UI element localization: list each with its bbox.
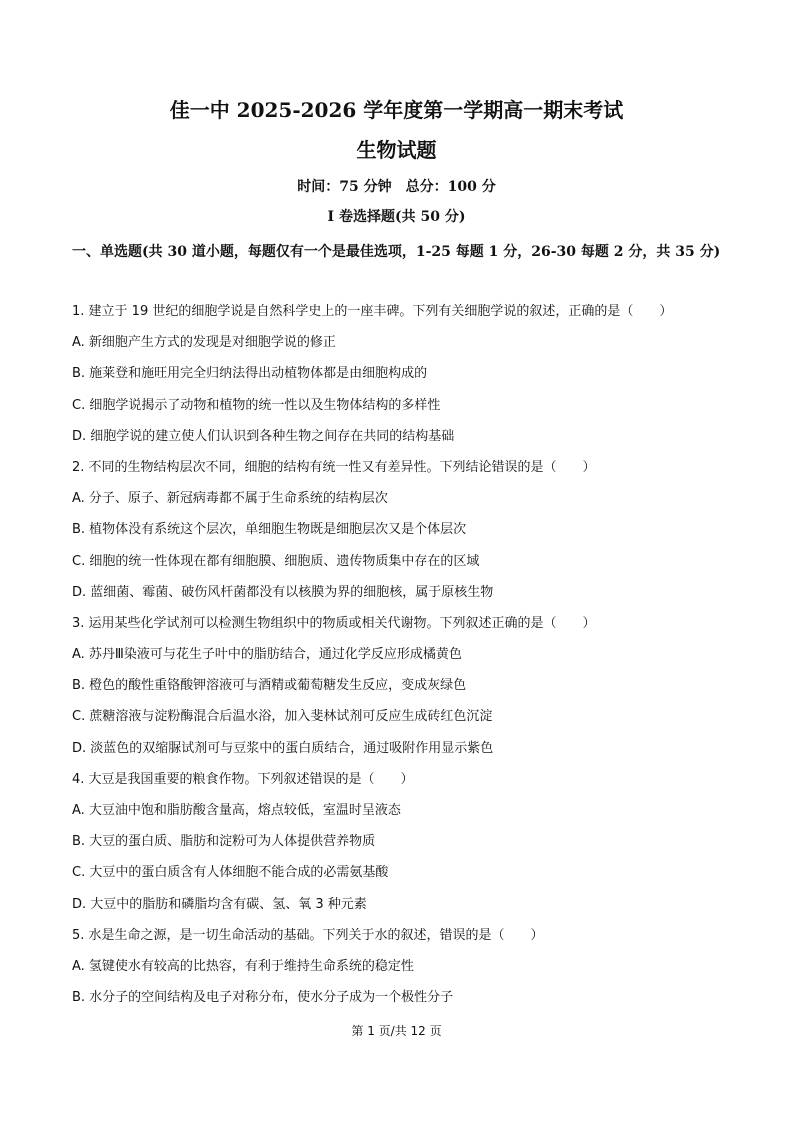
option-line: C. 蔗糖溶液与淀粉酶混合后温水浴，加入斐林试剂可反应生成砖红色沉淀: [72, 709, 493, 725]
option-line: A. 氢键使水有较高的比热容，有利于维持生命系统的稳定性: [72, 958, 414, 974]
part-title: 一、单选题(共 30 道小题，每题仅有一个是最佳选项，1-25 每题 1 分，26-30 每题 2 分，共 35 分): [72, 244, 721, 260]
exam-time: 时间：75 分钟: [297, 179, 392, 195]
exam-score: 总分：100 分: [405, 179, 496, 195]
section-title: I 卷选择题(共 50 分): [327, 209, 466, 225]
option-line: D. 细胞学说的建立使人们认识到各种生物之间存在共同的结构基础: [72, 428, 455, 444]
option-line: D. 大豆中的脂肪和磷脂均含有碳、氢、氧 3 种元素: [72, 896, 367, 912]
exam-title: 佳一中 2025-2026 学年度第一学期高一期末考试: [169, 98, 624, 122]
option-line: C. 细胞学说揭示了动物和植物的统一性以及生物体结构的多样性: [72, 397, 441, 413]
question-line: 5. 水是生命之源，是一切生命活动的基础。下列关于水的叙述，错误的是（ ）: [72, 927, 544, 943]
question-line: 4. 大豆是我国重要的粮食作物。下列叙述错误的是（ ）: [72, 771, 414, 787]
option-line: D. 蓝细菌、霉菌、破伤风杆菌都没有以核膜为界的细胞核，属于原核生物: [72, 584, 494, 600]
page-number: 第 1 页/共 12 页: [351, 1024, 442, 1038]
option-line: B. 大豆的蛋白质、脂肪和淀粉可为人体提供营养物质: [72, 834, 376, 850]
option-line: B. 水分子的空间结构及电子对称分布，使水分子成为一个极性分子: [72, 990, 454, 1006]
option-line: B. 施莱登和施旺用完全归纳法得出动植物体都是由细胞构成的: [72, 366, 428, 382]
exam-info: [0, 177, 793, 197]
question-line: 3. 运用某些化学试剂可以检测生物组织中的物质或相关代谢物。下列叙述正确的是（ ）: [72, 615, 596, 631]
option-line: A. 苏丹Ⅲ染液可与花生子叶中的脂肪结合，通过化学反应形成橘黄色: [72, 647, 462, 663]
subject-title: 生物试题: [356, 138, 437, 162]
option-line: B. 橙色的酸性重铬酸钾溶液可与酒精或葡萄糖发生反应，变成灰绿色: [72, 678, 467, 694]
option-line: B. 植物体没有系统这个层次，单细胞生物既是细胞层次又是个体层次: [72, 522, 467, 538]
option-line: C. 大豆中的蛋白质含有人体细胞不能合成的必需氨基酸: [72, 865, 389, 881]
question-line: 2. 不同的生物结构层次不同，细胞的结构有统一性又有差异性。下列结论错误的是（ ）: [72, 459, 596, 475]
option-line: A. 大豆油中饱和脂肪酸含量高，熔点较低，室温时呈液态: [72, 803, 401, 818]
option-line: C. 细胞的统一性体现在都有细胞膜、细胞质、遗传物质集中存在的区域: [72, 553, 480, 569]
option-line: A. 分子、原子、新冠病毒都不属于生命系统的结构层次: [72, 491, 388, 507]
question-line: 1. 建立于 19 世纪的细胞学说是自然科学史上的一座丰碑。下列有关细胞学说的叙述，正确的是（ ）: [72, 304, 673, 319]
option-line: A. 新细胞产生方式的发现是对细胞学说的修正: [72, 335, 336, 351]
option-line: D. 淡蓝色的双缩脲试剂可与豆浆中的蛋白质结合，通过吸附作用显示紫色: [72, 740, 494, 756]
question-list: [72, 300, 732, 1017]
